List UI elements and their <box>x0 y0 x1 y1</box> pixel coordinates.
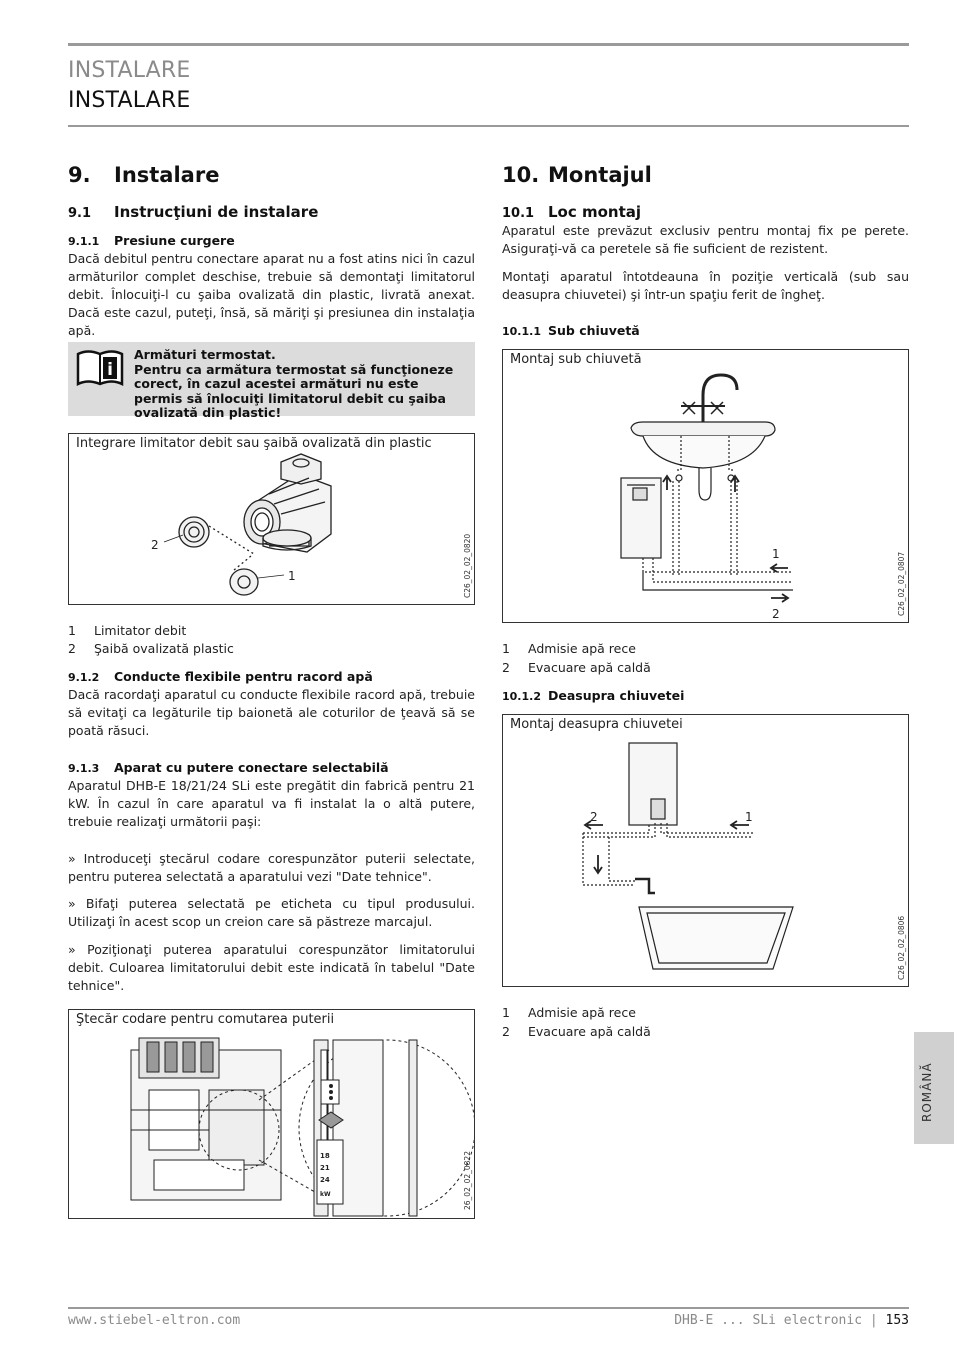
footer-product: DHB-E ... SLi electronic <box>674 1313 863 1328</box>
header-rule <box>68 125 909 127</box>
figure-code: C26_02_02_0806 <box>897 915 906 980</box>
figure-title: Ştecăr codare pentru comutarea puterii <box>76 1012 335 1027</box>
footer-url[interactable]: www.stiebel-eltron.com <box>68 1313 241 1328</box>
heading-title: Conducte flexibile pentru racord apă <box>114 669 373 684</box>
legend-text: Evacuare apă caldă <box>528 1024 651 1039</box>
bullet-item: » Introduceţi ştecărul codare corespunzător puterii selectate, pentru puterea selectată a aparatului vezi "Date tehnice". <box>68 851 475 884</box>
heading-title: Deasupra chiuvetei <box>548 688 685 703</box>
legend-text: Evacuare apă caldă <box>528 660 651 675</box>
section-number: 9. <box>68 163 91 187</box>
language-tab-label: ROMÂNĂ <box>920 1062 934 1122</box>
subsection-9-1-heading <box>68 203 318 221</box>
legend-item <box>502 1005 636 1020</box>
legend-number: 1 <box>502 1005 510 1020</box>
figure-sub-chiuveta <box>502 349 909 623</box>
footer-product-page <box>674 1313 909 1328</box>
figure-code: 26_02_02_0822 <box>463 1151 472 1210</box>
section-title: Instalare <box>114 163 220 187</box>
book-info-icon <box>76 348 124 386</box>
header-title-grey: INSTALARE <box>68 58 191 83</box>
callout-2: 2 <box>151 538 159 552</box>
legend-number: 1 <box>68 623 76 638</box>
legend-text: Limitator debit <box>94 623 187 638</box>
top-rule <box>68 43 909 46</box>
bullet-item: » Poziţionaţi puterea aparatului corespunzător limitatorului debit. Culoarea limitatorului debit este indicată în tabelul "Date tehnice". <box>68 942 475 993</box>
legend-item <box>68 641 234 656</box>
heading-number: 9.1.3 <box>68 762 100 775</box>
power-label: 24 <box>320 1176 330 1184</box>
subsection-9-1-3-heading <box>68 760 389 775</box>
callout-1: 1 <box>745 810 753 824</box>
legend-item <box>502 641 636 656</box>
callout-2: 2 <box>590 810 598 824</box>
figure-title: Integrare limitator debit sau şaibă ovalizată din plastic <box>76 436 432 451</box>
paragraph-conducte: Dacă racordaţi aparatul cu conducte flexibile racord apă, trebuie să evitaţi ca legăturile tip baionetă ale coturilor de ţeavă să se poată răsuci. <box>68 687 475 738</box>
legend-number: 2 <box>502 660 510 675</box>
footer-rule <box>68 1307 909 1309</box>
subsection-number: 9.1 <box>68 206 92 221</box>
header-title: INSTALARE <box>68 88 191 113</box>
legend-item <box>502 1024 651 1039</box>
callout-1: 1 <box>288 569 296 583</box>
subsection-10-1-1-heading <box>502 323 640 338</box>
section-title: Montajul <box>548 163 652 187</box>
over-sink-illustration <box>503 715 908 986</box>
figure-code: C26_02_02_0820 <box>463 533 472 598</box>
bullet-item: » Bifaţi puterea selectată pe eticheta cu tipul produsului. Utilizaţi în acest scop un creion care să păstreze marcajul. <box>68 896 475 929</box>
figure-limitator <box>68 433 475 605</box>
heading-title: Aparat cu putere conectare selectabilă <box>114 760 389 775</box>
footer-separator: | <box>869 1313 878 1328</box>
under-sink-illustration <box>503 350 908 622</box>
svg-text:i: i <box>107 360 113 380</box>
callout-1: 1 <box>772 547 780 561</box>
subsection-9-1-1-heading <box>68 233 235 248</box>
paragraph-presiune: Dacă debitul pentru conectare aparat nu a fost atins nici în cazul armăturilor complet deschise, trebuie să demontaţi limitatorul debit. Înlocuiţi-l cu şaiba ovalizată din plastic, livrată anexat. Dacă este cazul, puteţi, însă, să măriţi şi presiunea din instalaţia apă. <box>68 251 475 338</box>
legend-item <box>502 660 651 675</box>
legend-item <box>68 623 186 638</box>
callout-2: 2 <box>772 607 780 621</box>
paragraph-montaj: Aparatul este prevăzut exclusiv pentru montaj fix pe perete. Asiguraţi-vă ca peretele să fie suficient de rezistent. <box>502 223 909 256</box>
figure-deasupra-chiuvetei <box>502 714 909 987</box>
paragraph-putere: Aparatul DHB-E 18/21/24 SLi este pregătit din fabrică pentru 21 kW. În cazul în care aparatul va fi instalat la o altă putere, trebuie realizaţi următorii paşi: <box>68 778 475 829</box>
heading-title: Sub chiuvetă <box>548 323 640 338</box>
subsection-title: Loc montaj <box>548 203 642 221</box>
power-label: 18 <box>320 1152 330 1160</box>
heading-number: 9.1.1 <box>68 235 100 248</box>
note-title: Armături termostat. <box>134 347 276 362</box>
power-label: 21 <box>320 1164 330 1172</box>
legend-text: Şaibă ovalizată plastic <box>94 641 234 656</box>
subsection-9-1-2-heading <box>68 669 373 684</box>
page-number: 153 <box>885 1313 909 1328</box>
subsection-10-1-2-heading <box>502 688 684 703</box>
paragraph-pozitie: Montaţi aparatul întotdeauna în poziţie verticală (sub sau deasupra chiuvetei) şi într-un spaţiu ferit de îngheţ. <box>502 269 909 302</box>
limitator-illustration <box>69 434 474 604</box>
note-text <box>134 348 469 421</box>
heading-title: Presiune curgere <box>114 233 235 248</box>
section-number: 10. <box>502 163 540 187</box>
subsection-10-1-heading <box>502 203 641 221</box>
heading-number: 10.1.2 <box>502 690 541 703</box>
language-tab <box>914 1032 954 1144</box>
figure-title: Montaj deasupra chiuvetei <box>510 717 683 732</box>
heading-number: 10.1.1 <box>502 325 541 338</box>
legend-text: Admisie apă rece <box>528 641 636 656</box>
power-unit-label: kW <box>320 1191 331 1198</box>
figure-code: C26_02_02_0807 <box>897 551 906 616</box>
legend-number: 2 <box>502 1024 510 1039</box>
subsection-title: Instrucţiuni de instalare <box>114 203 319 221</box>
subsection-number: 10.1 <box>502 206 535 221</box>
section-10-heading <box>502 163 652 187</box>
section-9-heading <box>68 163 219 187</box>
note-box <box>68 342 475 420</box>
legend-text: Admisie apă rece <box>528 1005 636 1020</box>
figure-stecar-codare <box>68 1009 475 1219</box>
coding-plug-illustration <box>69 1010 474 1218</box>
heading-number: 9.1.2 <box>68 671 100 684</box>
note-body: Pentru ca armătura termostat să funcţioneze corect, în cazul acestei armături nu este permis să înlocuiţi limitatorul debit cu şaiba ovalizată din plastic! <box>134 361 454 420</box>
legend-number: 1 <box>502 641 510 656</box>
figure-title: Montaj sub chiuvetă <box>510 352 642 367</box>
legend-number: 2 <box>68 641 76 656</box>
